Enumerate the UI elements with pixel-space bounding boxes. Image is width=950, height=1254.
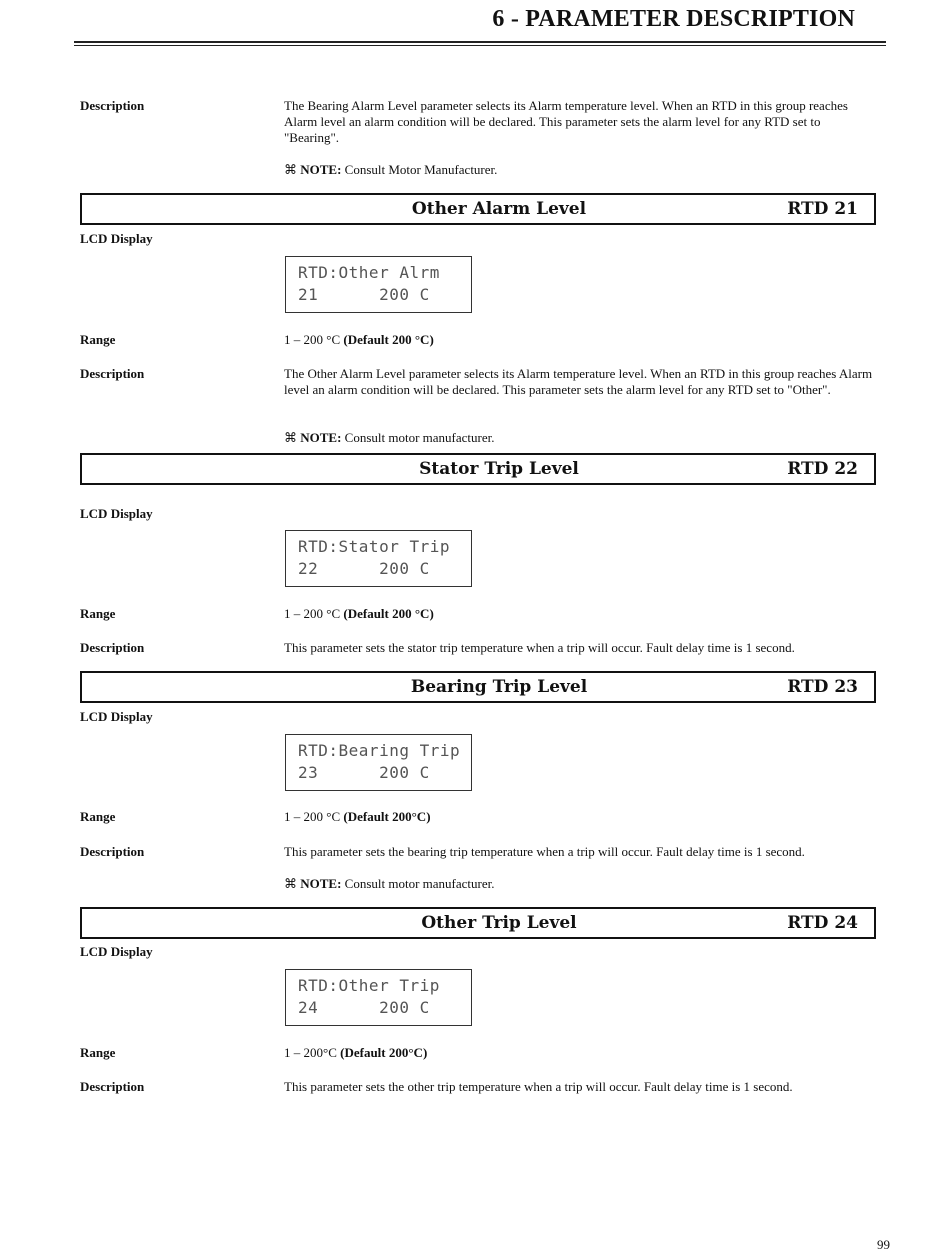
note [284,430,874,446]
range-label: Range [80,1045,116,1060]
note-label: NOTE: [300,876,342,891]
page-number: 99 [877,1237,890,1252]
range-value [284,809,874,825]
note-text: Consult motor manufacturer. [344,876,495,891]
lcd-display-label: LCD Display [80,506,153,521]
note [284,162,874,178]
section-code: RTD 22 [787,459,858,479]
section-title: Other Trip Level [421,913,577,933]
description-label: Description [80,640,145,655]
lcd-line-1: RTD:Stator Trip [298,537,450,556]
lcd-display-label: LCD Display [80,709,153,724]
lcd-line-2: 23 200 C [298,763,430,782]
section-header-rtd23 [80,671,876,703]
lcd-line-1: RTD:Other Trip [298,976,440,995]
description-label: Description [80,844,145,859]
description-text: This parameter sets the bearing trip temperature when a trip will occur. Fault delay time is 1 second. [284,844,805,859]
range-default: (Default 200°C) [340,1045,428,1060]
lcd-display-label: LCD Display [80,231,153,246]
lcd-display [285,734,472,791]
page-header: 6 - PARAMETER DESCRIPTION [492,6,855,32]
note-label: NOTE: [300,430,342,445]
description-label: Description [80,98,145,113]
section-code: RTD 21 [787,199,858,219]
note-icon: ⌘ [284,876,297,891]
note-text: Consult Motor Manufacturer. [344,162,498,177]
note-icon: ⌘ [284,162,297,177]
note-label: NOTE: [300,162,342,177]
description-text: This parameter sets the other trip temperature when a trip will occur. Fault delay time is 1 second. [284,1079,793,1094]
range-value [284,332,874,348]
section-header-rtd22 [80,453,876,485]
range-value [284,606,874,622]
description-text: The Bearing Alarm Level parameter selects its Alarm temperature level. When an RTD in this group reaches Alarm level an alarm condition will be declared. This parameter sets the alarm level for any RTD set to "Bearing". [284,98,848,145]
section-title: Bearing Trip Level [410,677,588,697]
range-text: 1 – 200 °C [284,809,341,824]
section-header-rtd21 [80,193,876,225]
lcd-line-2: 22 200 C [298,559,430,578]
description-label: Description [80,366,145,381]
lcd-line-1: RTD:Other Alrm [298,263,440,282]
range-label: Range [80,606,116,621]
header-rule-thin [74,45,886,46]
lcd-display-label: LCD Display [80,944,153,959]
section-header-rtd24 [80,907,876,939]
lcd-line-1: RTD:Bearing Trip [298,741,461,760]
range-default: (Default 200 °C) [343,332,434,347]
lcd-display [285,256,472,313]
section-title: Other Alarm Level [411,199,587,219]
range-text: 1 – 200°C [284,1045,337,1060]
section-code: RTD 23 [787,677,858,697]
note-icon: ⌘ [284,430,297,445]
range-default: (Default 200 °C) [343,606,434,621]
description-text: The Other Alarm Level parameter selects its Alarm temperature level. When an RTD in this group reaches Alarm level an alarm condition will be declared. This parameter sets the alarm level for any RTD set to "Other". [284,366,873,397]
lcd-display [285,530,472,587]
section-code: RTD 24 [787,913,858,933]
description-text: This parameter sets the stator trip temperature when a trip will occur. Fault delay time is 1 second. [284,640,795,655]
range-label: Range [80,332,116,347]
note-text: Consult motor manufacturer. [344,430,495,445]
range-value [284,1045,874,1061]
range-label: Range [80,809,116,824]
range-default: (Default 200°C) [343,809,431,824]
description-label: Description [80,1079,145,1094]
lcd-display [285,969,472,1026]
header-rule-thick [74,41,886,43]
lcd-line-2: 21 200 C [298,285,430,304]
section-title: Stator Trip Level [419,459,579,479]
range-text: 1 – 200 °C [284,606,341,621]
note [284,876,874,892]
lcd-line-2: 24 200 C [298,998,430,1017]
range-text: 1 – 200 °C [284,332,341,347]
